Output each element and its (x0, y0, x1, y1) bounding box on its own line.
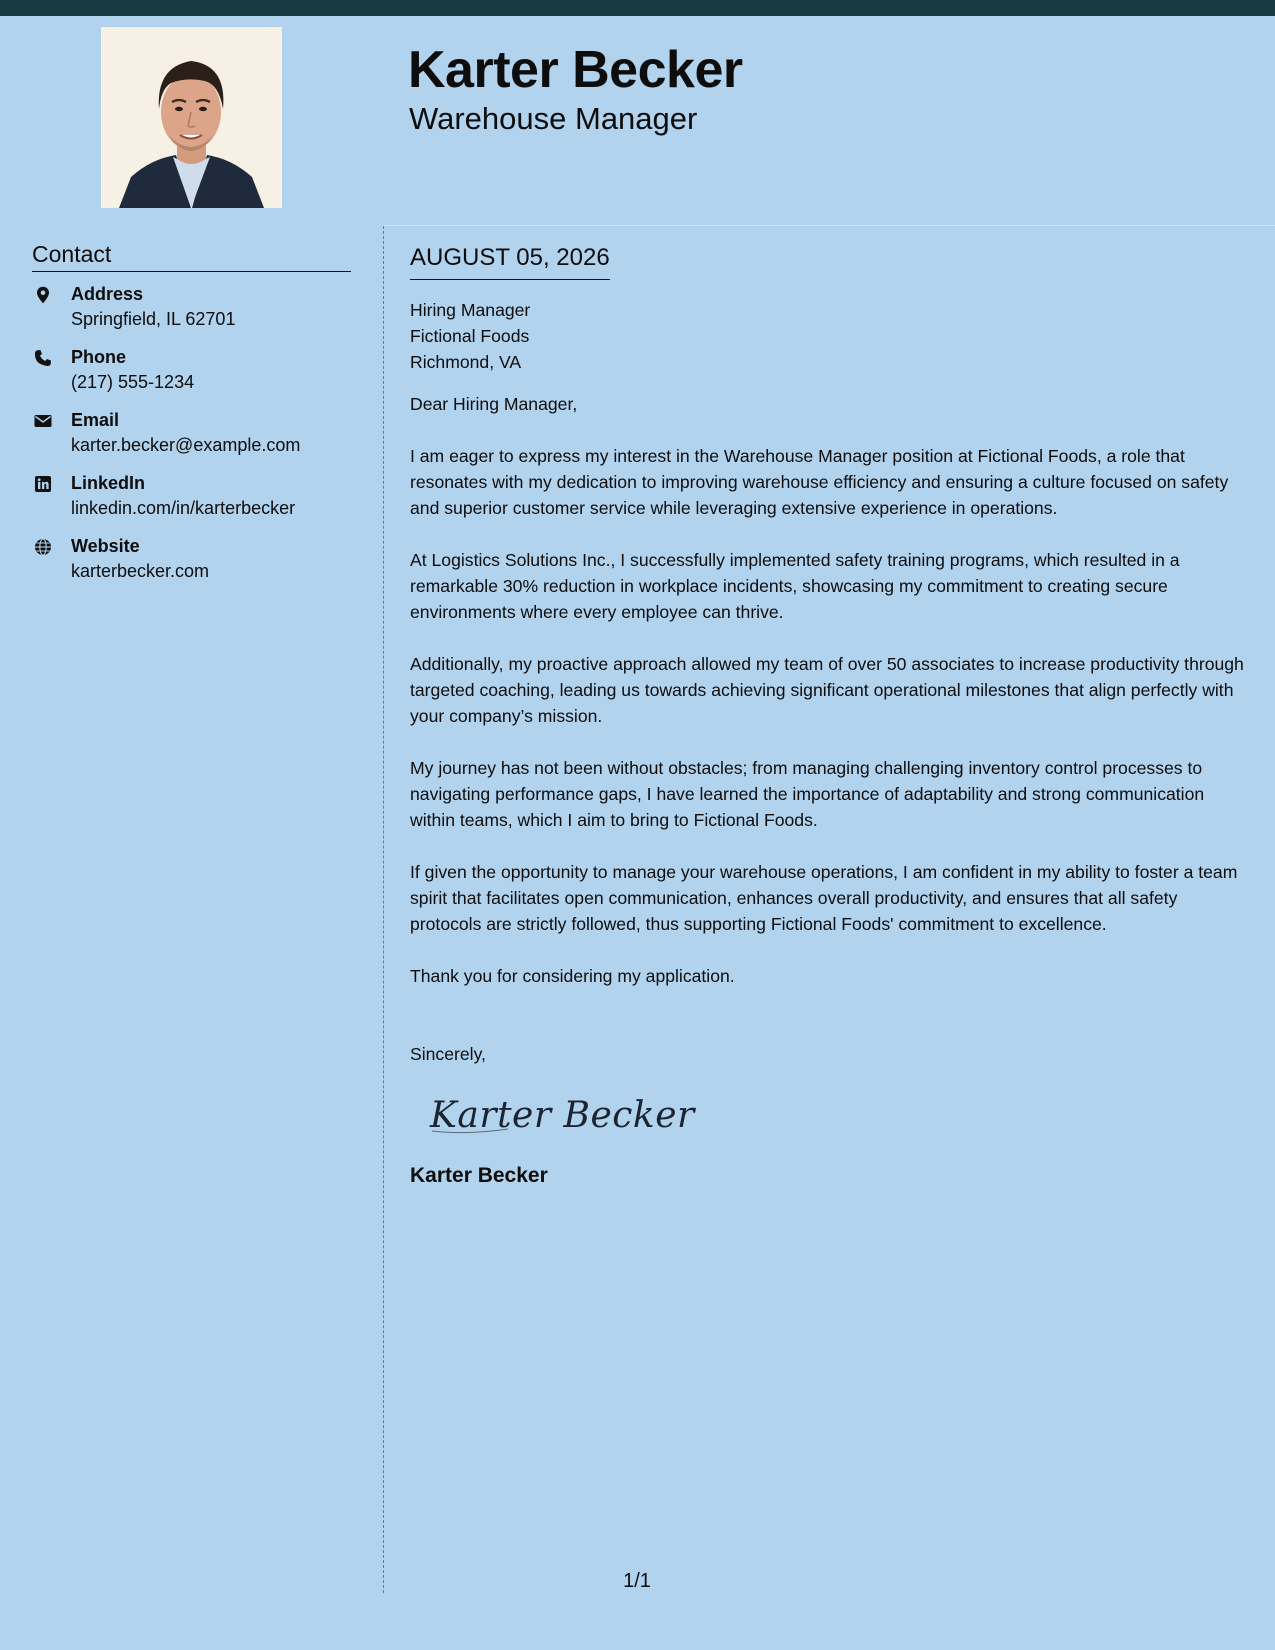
applicant-title: Warehouse Manager (409, 101, 698, 136)
letter-paragraph: My journey has not been without obstacles; from managing challenging inventory control processes to navigating performance gaps, I have learned the importance of adaptability and strong communication within teams, which I aim to bring to Fictional Foods. (410, 758, 1205, 830)
signer-name: Karter Becker (410, 1164, 548, 1187)
contact-label: Phone (71, 347, 127, 367)
letter-paragraph: Additionally, my proactive approach allowed my team of over 50 associates to increase productivity through targeted coaching, leading us towards achieving significant operational milestones that align perfectly with your company’s mission. (410, 654, 1244, 726)
letter-paragraph: I am eager to express my interest in the Warehouse Manager position at Fictional Foods, a role that resonates with my dedication to improving warehouse efficiency and ensuring a culture focused on safety and superior customer service while leveraging extensive experience in operations. (410, 446, 1229, 518)
profile-photo (101, 27, 282, 208)
handwritten-signature (428, 1083, 1250, 1145)
contact-value: linkedin.com/in/karterbecker (71, 498, 296, 518)
salutation: Dear Hiring Manager, (410, 394, 578, 414)
contact-item-phone (32, 346, 362, 409)
letter-body (410, 243, 1250, 1189)
recipient-line: Richmond, VA (410, 352, 522, 372)
map-pin-icon (34, 286, 52, 304)
recipient-line: Fictional Foods (410, 326, 530, 346)
linkedin-icon (34, 475, 52, 493)
contact-value: (217) 555-1234 (71, 372, 195, 392)
envelope-icon (34, 412, 52, 430)
contact-item-linkedin (32, 472, 362, 535)
recipient-line: Hiring Manager (410, 300, 531, 320)
contact-item-website (32, 535, 362, 598)
letter-paragraph: At Logistics Solutions Inc., I successfully implemented safety training programs, which resulted in a remarkable 30% reduction in workplace incidents, showcasing my commitment to creating secure environments where every employee can thrive. (410, 550, 1180, 622)
contact-value: karterbecker.com (71, 561, 210, 581)
letter-date: AUGUST 05, 2026 (410, 243, 610, 280)
globe-icon (34, 538, 52, 556)
thanks-line: Thank you for considering my application. (410, 966, 735, 986)
applicant-name: Karter Becker (408, 41, 743, 99)
recipient-block (410, 297, 1250, 375)
contact-list (32, 283, 362, 598)
header-divider (384, 225, 1275, 226)
column-divider (383, 226, 384, 1593)
contact-label: Address (71, 284, 144, 304)
contact-label: Email (71, 410, 120, 430)
page-number: 1/1 (623, 1570, 651, 1592)
contact-item-email (32, 409, 362, 472)
contact-label: Website (71, 536, 140, 556)
contact-value: Springfield, IL 62701 (71, 309, 236, 329)
contact-value: karter.becker@example.com (71, 435, 301, 455)
svg-text:Karter Becker: Karter Becker (430, 1095, 695, 1136)
letter-paragraph: If given the opportunity to manage your warehouse operations, I am confident in my ability to foster a team spirit that facilitates open communication, enhances overall productivity, and ensures that all safety protocols are strictly followed, thus supporting Fictional Foods' commitment to excellence. (410, 862, 1238, 934)
phone-icon (34, 349, 52, 367)
top-accent-bar (0, 0, 1275, 16)
contact-label: LinkedIn (71, 473, 146, 493)
closing-line: Sincerely, (410, 1044, 486, 1064)
contact-heading: Contact (32, 241, 351, 272)
contact-item-address (32, 283, 362, 346)
